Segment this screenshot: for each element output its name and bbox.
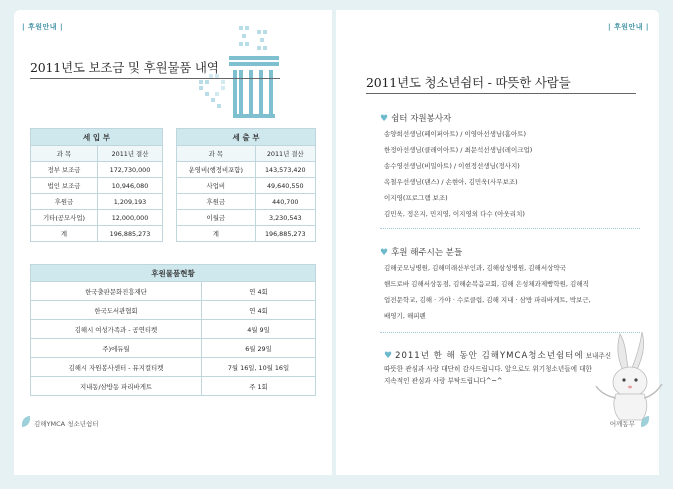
section-tag: | 후원안내 | — [607, 23, 649, 31]
goods-table-title: 후원물품현황 — [31, 265, 316, 282]
donor-name: 지내동/삼방동 파리바게트 — [31, 377, 202, 396]
donor-name: 한국도서관협회 — [31, 301, 202, 320]
heart-icon: ♥ — [380, 114, 389, 124]
item-amount: 440,700 — [255, 194, 315, 210]
thanks-lead-end: 보내주신 — [583, 352, 612, 360]
item-name: 계 — [177, 226, 256, 242]
column-header: 과 목 — [31, 146, 98, 162]
item-name: 후원금 — [177, 194, 256, 210]
rabbit-illustration — [590, 330, 666, 422]
donor-name: 김해시 여성가족과 - 공연티켓 — [31, 320, 202, 339]
section-divider — [380, 228, 640, 229]
item-amount: 12,000,000 — [97, 210, 162, 226]
table-row — [31, 210, 163, 226]
table-row — [177, 226, 316, 242]
item-amount: 1,209,193 — [97, 194, 162, 210]
expense-table — [176, 128, 316, 242]
item-name: 기타(공모사업) — [31, 210, 98, 226]
right-page-title: 2011년도 청소년쉼터 - 따뜻한 사람들 — [366, 75, 571, 90]
donation-date: 연 4회 — [202, 282, 316, 301]
volunteer-line: 옥철우선생님(댄스) / 손현아, 김민욱(사무보조) — [384, 178, 518, 186]
item-amount: 196,885,273 — [255, 226, 315, 242]
item-amount: 49,640,550 — [255, 178, 315, 194]
volunteer-line: 김민욱, 정은지, 민지영, 이지영외 다수 (아웃리치) — [384, 210, 525, 218]
item-amount: 143,573,420 — [255, 162, 315, 178]
item-name: 정부 보조금 — [31, 162, 98, 178]
heart-icon: ♥ — [384, 351, 393, 361]
thanks-line: 따뜻한 관심과 사랑 대단히 감사드립니다. 앞으로도 위기청소년들에 대한 — [384, 364, 592, 373]
table-row — [177, 194, 316, 210]
sponsor-line: 핸드로바 김해서상동점, 김해순복음교회, 김해 은성체과제빵학원, 김해직 — [384, 280, 589, 288]
item-name: 후원금 — [31, 194, 98, 210]
goods-table — [30, 264, 316, 396]
item-amount: 10,946,080 — [97, 178, 162, 194]
table-row — [31, 320, 316, 339]
table-row — [31, 377, 316, 396]
item-name: 이월금 — [177, 210, 256, 226]
item-amount: 3,230,543 — [255, 210, 315, 226]
column-header: 과 목 — [177, 146, 256, 162]
volunteer-line: 한정아선생님(클레이아트) / 최문석선생님(레이크업) — [384, 146, 533, 154]
table-row — [31, 162, 163, 178]
income-table — [30, 128, 163, 242]
income-table-title: 세 입 부 — [31, 129, 163, 146]
table-row — [31, 282, 316, 301]
donor-name: 김해시 자원봉사센터 - 뮤지컬티켓 — [31, 358, 202, 377]
donation-date: 4월 9일 — [202, 320, 316, 339]
donation-date: 주 1회 — [202, 377, 316, 396]
table-row — [31, 339, 316, 358]
sponsor-line: 배영기, 해피펜 — [384, 312, 426, 320]
volunteers-heading-text: 쉼터 자원봉사자 — [391, 114, 452, 124]
item-name: 사업비 — [177, 178, 256, 194]
thanks-lead: 2011년 한 해 동안 김해YMCA청소년쉼터에 — [395, 351, 584, 361]
volunteers-heading — [380, 112, 451, 124]
footer-right: 어깨동무 — [609, 420, 635, 428]
item-amount: 196,885,273 — [97, 226, 162, 242]
expense-table-title: 세 출 부 — [177, 129, 316, 146]
donor-name: 주)에듀월 — [31, 339, 202, 358]
table-row — [177, 162, 316, 178]
item-name: 계 — [31, 226, 98, 242]
table-row — [31, 358, 316, 377]
table-row — [177, 178, 316, 194]
item-name: 법인 보조금 — [31, 178, 98, 194]
section-tag: | 후원안내 | — [22, 23, 64, 31]
table-row — [31, 301, 316, 320]
table-row — [177, 210, 316, 226]
table-row — [31, 194, 163, 210]
donation-date: 연 4회 — [202, 301, 316, 320]
item-name: 운영비(행정비포함) — [177, 162, 256, 178]
donation-date: 7월 16일, 10월 16일 — [202, 358, 316, 377]
sponsor-line: 김해굿모닝병원, 김해미래산부인과, 김해삼성병원, 김해서상약국 — [384, 264, 566, 272]
volunteer-line: 송수영선생님(비밀아트) / 이현정선생님(정사지) — [384, 162, 520, 170]
table-row — [31, 226, 163, 242]
title-underline — [30, 78, 280, 79]
left-page-title: 2011년도 보조금 및 후원물품 내역 — [30, 60, 219, 75]
donation-date: 6월 29일 — [202, 339, 316, 358]
sponsors-heading-text: 후원 해주시는 분들 — [391, 248, 463, 258]
donor-name: 한국출판문화진흥재단 — [31, 282, 202, 301]
heart-icon: ♥ — [380, 248, 389, 258]
sponsors-heading — [380, 246, 462, 258]
volunteer-line: 송양희선생님(페이퍼아트) / 이영아선생님(홈아트) — [384, 130, 527, 138]
title-underline — [366, 93, 636, 94]
volunteer-line: 이지영(프로그램 보조) — [384, 194, 448, 202]
table-row — [31, 178, 163, 194]
column-header: 2011년 결산 — [255, 146, 315, 162]
sponsor-line: 업전문학교, 김해 · 가야 · 수로클럽, 김해 지내 · 삼방 파리바게트, 박보근, — [384, 296, 591, 304]
thanks-line: 지속적인 관심과 사랑 부탁드립니다^~^ — [384, 377, 503, 385]
footer-left: 김해YMCA 청소년쉼터 — [34, 420, 99, 428]
column-header: 2011년 결산 — [97, 146, 162, 162]
item-amount: 172,730,000 — [97, 162, 162, 178]
